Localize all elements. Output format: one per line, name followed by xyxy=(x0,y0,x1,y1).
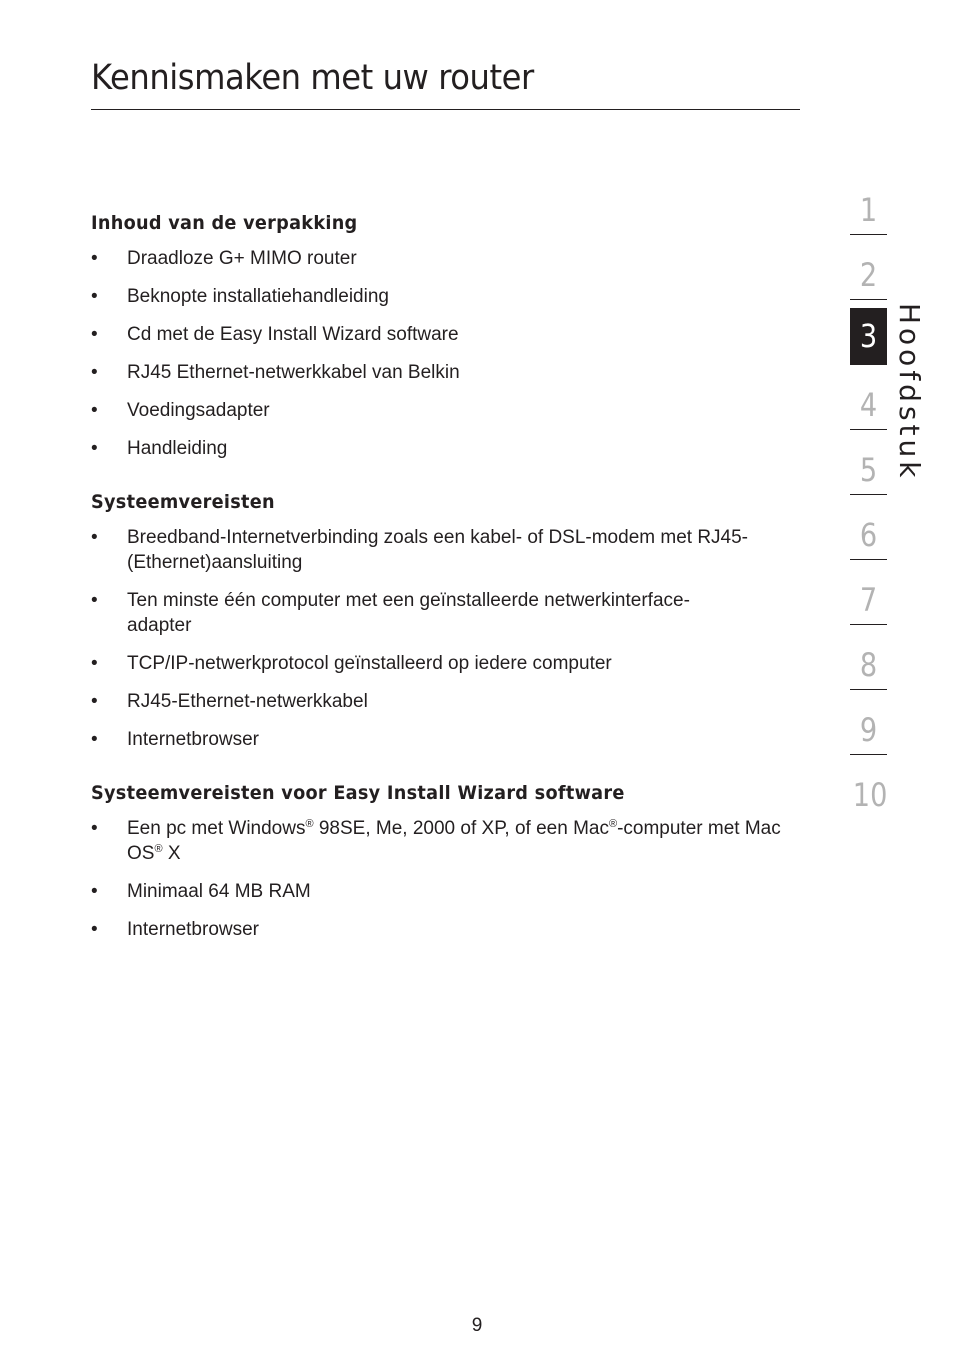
bullet: • xyxy=(91,527,98,548)
bullet: • xyxy=(91,362,98,383)
list-item: • Ten minste één computer met een geïnstalleerde netwerkinterface-adapter xyxy=(91,590,690,636)
title-divider xyxy=(91,109,800,110)
page-number: 9 xyxy=(471,1315,483,1336)
section-heading-wizard-requirements: Systeemvereisten voor Easy Install Wizard software xyxy=(91,782,625,804)
chapter-tab-8: 8 xyxy=(850,635,887,700)
bullet: • xyxy=(91,438,98,459)
chapter-tab-4: 4 xyxy=(850,375,887,440)
bullet: • xyxy=(91,400,98,421)
registered-mark: ® xyxy=(608,818,618,830)
list-item: • Breedband-Internetverbinding zoals een kabel- of DSL-modem met RJ45-(Ethernet)aansluiting xyxy=(91,527,748,573)
chapter-tab-9: 9 xyxy=(850,700,887,765)
list-item: • Draadloze G+ MIMO router xyxy=(91,248,357,269)
bullet: • xyxy=(91,691,98,712)
contents-list xyxy=(91,246,803,461)
chapter-tab-10: 10 xyxy=(852,776,888,814)
list-item: • Cd met de Easy Install Wizard software xyxy=(91,324,459,345)
list-item: • RJ45-Ethernet-netwerkkabel xyxy=(91,691,368,712)
list-item: • Voedingsadapter xyxy=(91,400,270,421)
section-heading-requirements: Systeemvereisten xyxy=(91,491,275,513)
bullet: • xyxy=(91,729,98,750)
list-item: • Handleiding xyxy=(91,438,228,459)
section-heading-contents: Inhoud van de verpakking xyxy=(91,212,358,234)
chapter-nav xyxy=(850,180,887,830)
bullet: • xyxy=(91,881,98,902)
bullet: • xyxy=(91,248,98,269)
chapter-label: Hoofdstuk xyxy=(893,303,926,482)
list-item: • Een pc met Windows® 98SE, Me, 2000 of XP, of een Mac®-computer met Mac OS® X xyxy=(91,818,781,864)
list-item: • Internetbrowser xyxy=(91,729,260,750)
chapter-tab-1: 1 xyxy=(850,180,887,245)
active-chapter-number: 3 xyxy=(859,317,878,355)
bullet: • xyxy=(91,286,98,307)
list-item: • Internetbrowser xyxy=(91,919,260,940)
bullet: • xyxy=(91,324,98,345)
list-item: • RJ45 Ethernet-netwerkkabel van Belkin xyxy=(91,362,460,383)
list-item: • TCP/IP-netwerkprotocol geïnstalleerd op iedere computer xyxy=(91,653,612,674)
bullet: • xyxy=(91,818,98,839)
wizard-requirements-list xyxy=(91,816,803,942)
requirements-list xyxy=(91,525,803,752)
chapter-tab-2: 2 xyxy=(850,245,887,310)
bullet: • xyxy=(91,653,98,674)
registered-mark: ® xyxy=(154,843,163,855)
list-item: • Minimaal 64 MB RAM xyxy=(91,881,311,902)
main-content xyxy=(91,210,803,942)
chapter-tab-6: 6 xyxy=(850,505,887,570)
chapter-tab-5: 5 xyxy=(850,440,887,505)
bullet: • xyxy=(91,590,98,611)
chapter-tab-7: 7 xyxy=(850,570,887,635)
registered-mark: ® xyxy=(305,818,314,830)
bullet: • xyxy=(91,919,98,940)
list-item: • Beknopte installatiehandleiding xyxy=(91,286,389,307)
page-title: Kennismaken met uw router xyxy=(91,58,534,98)
